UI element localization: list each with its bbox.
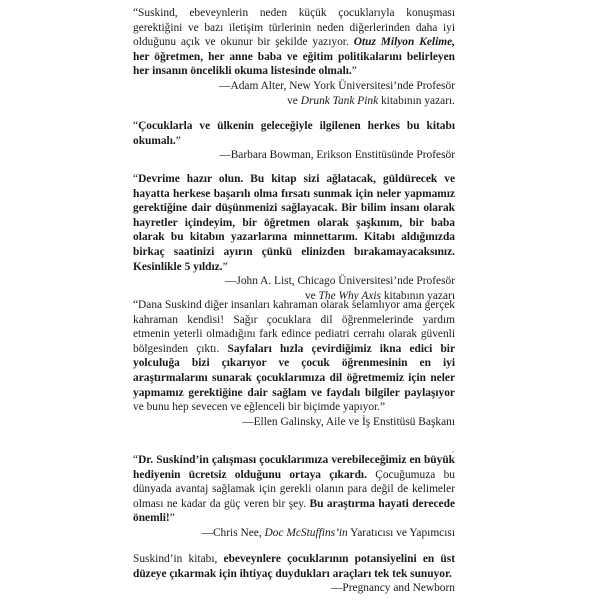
book-page (133, 0, 455, 600)
italic-title: The Why Axis (318, 289, 381, 302)
bold-run: Sayfaları hızla çevirdiğimiz ikna edici bir yolculuğa bizi çıkarıyor ve çocuk öğrenmesinin en iyi araştırmalarını sunarak çocuklarımıza dil öğretmemiz için neler yapmamız gerektiğine dair sağlam ve faydalı bilgiler paylaşıyor (133, 342, 455, 399)
text-run: —Pregnancy and Newborn (331, 582, 455, 595)
quote-adam-alter (133, 6, 455, 108)
bold-run: Devrime hazır olun. Bu kitap sizi ağlatacak, güldürecek ve hayatta herkese başarılı olma fırsatı sunmak için neler yapmamız gerektiğine dair düşünmenizi sağlayacak. Bir bilim insanı olarak hayretler içindeyim, bir öğretmen olarak şaşkınım, bir baba olarak bu kitabın yazarlarına minnettarım. Kitabı aldığınızda birkaç saatinizi ayırın çünkü elinizden bırakamayacaksınız. Kesinlikle 5 yıldız. (133, 173, 455, 273)
quote-attribution (133, 415, 455, 430)
quote-chris-nee (133, 453, 455, 541)
text-run: “ (133, 173, 139, 185)
quote-john-list (133, 172, 455, 303)
text-run: —Ellen Galinsky, Aile ve İş Enstitüsü Başkanı (242, 415, 455, 428)
quote-ellen-galinsky (133, 298, 455, 429)
quote-text (133, 298, 455, 415)
bold-run: Otuz Milyon Kelime, (353, 36, 455, 49)
bold-run: Dr. Suskind’in çalışması çocuklarımıza verebileceğimiz en büyük hediyenin ücretsiz olduğunu ortaya çıkardı. (133, 454, 455, 481)
bold-run: Bu araştırma hayati derecede önemli! (133, 497, 456, 525)
quote-text (133, 552, 455, 581)
text-run: “ (133, 120, 139, 132)
italic-title: Drunk Tank Pink (300, 94, 379, 107)
text-run: —John A. List, Chicago Üniversitesi’nde Profesör (225, 275, 455, 288)
text-run: ” (222, 260, 228, 273)
text-run: ve bunu hep sevecen ve eğlenceli bir biçimde yapıyor.” (133, 401, 386, 414)
margin-mark: , (452, 445, 454, 454)
quote-attribution (133, 79, 455, 108)
quote-attribution (133, 148, 455, 163)
text-run: ve (287, 94, 301, 107)
text-run: Yaratıcısı ve Yapımcısı (347, 526, 455, 539)
text-run: ” (351, 65, 357, 78)
quote-attribution (133, 526, 455, 541)
quote-text (133, 6, 455, 79)
text-run: —Chris Nee, (201, 526, 265, 539)
text-run: Suskind’in kitabı, (133, 553, 224, 565)
bold-run: her öğretmen, her anne baba ve eğitim politikalarını belirleyen her insanın öncelikli okuma listesinde olmalı. (133, 50, 455, 78)
quote-attribution (133, 581, 455, 596)
text-run: —Adam Alter, New York Üniversitesi’nde Profesör (219, 79, 455, 92)
text-run: “ (133, 454, 139, 466)
text-run: ” (169, 512, 175, 525)
quote-barbara-bowman (133, 119, 455, 163)
text-run: Çocuğumuza bu dünyada avantaj sağlamak için gerekli olanın para değil de kelimeler olması ne kadar da güç veren bir şey. (133, 468, 456, 510)
text-run: ” (175, 134, 181, 147)
text-run: “Suskind, ebeveynlerin neden küçük çocuklarıyla konuşması gerektiğini ve bazı iletişim türlerinin neden diğerlerinden daha iyi olduğunu açık ve okunur bir şekilde yazıyor. (133, 7, 455, 49)
text-run: —Barbara Bowman, Erikson Enstitüsünde Profesör (219, 149, 455, 162)
bold-run: Çocuklarla ve ülkenin geleceğiyle ilgilenen herkes bu kitabı okumalı. (133, 120, 455, 147)
text-run: kitabının yazarı (380, 289, 455, 302)
italic-title: Doc McStuffins’in (264, 526, 348, 539)
text-run: “Dana Suskind diğer insanları kahraman olarak selamlıyor ama gerçek kahraman kendisi! Sağır çocuklara dil öğrenmelerinde yardım etmenin yeterli olmadığını fark edince pediatri cerrahı olarak güvenli bölgesinden çıktı. (133, 299, 455, 355)
quote-pregnancy-newborn (133, 552, 455, 596)
text-run: kitabının yazarı. (378, 94, 455, 107)
quote-text (133, 453, 455, 526)
quote-text (133, 119, 455, 148)
text-run: ve (304, 289, 319, 302)
bold-run: ebeveynlere çocuklarının potansiyelini en üst düzeye çıkarmak için ihtiyaç duydukları araçları tek tek sunuyor. (133, 553, 455, 580)
quote-text (133, 172, 455, 274)
